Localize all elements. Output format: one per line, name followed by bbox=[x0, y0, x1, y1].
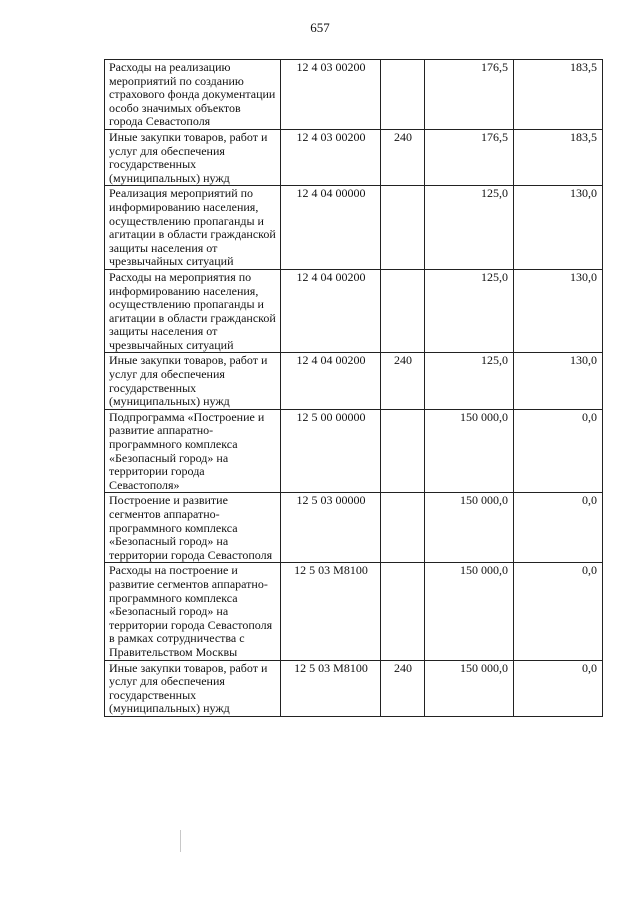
row-type-cell bbox=[381, 493, 425, 563]
row-value2-cell: 0,0 bbox=[514, 409, 603, 493]
table-row bbox=[105, 660, 603, 716]
row-value1-cell: 150 000,0 bbox=[425, 493, 514, 563]
table-row bbox=[105, 60, 603, 130]
row-code-cell: 12 4 04 00200 bbox=[281, 269, 381, 353]
row-name-cell: Расходы на мероприятия по информированию населения, осуществлению пропаганды и агитации в области гражданской защиты населения от чрезвычайных ситуаций bbox=[105, 269, 281, 353]
row-code-cell: 12 4 04 00200 bbox=[281, 353, 381, 409]
page-number: 657 bbox=[310, 20, 330, 35]
table-row bbox=[105, 186, 603, 270]
table-row bbox=[105, 409, 603, 493]
row-code-cell: 12 5 00 00000 bbox=[281, 409, 381, 493]
row-type-cell bbox=[381, 409, 425, 493]
row-code-cell: 12 4 03 00200 bbox=[281, 60, 381, 130]
row-type-cell bbox=[381, 60, 425, 130]
row-value2-cell: 130,0 bbox=[514, 186, 603, 270]
row-type-cell: 240 bbox=[381, 660, 425, 716]
row-type-cell: 240 bbox=[381, 129, 425, 185]
row-value2-cell: 183,5 bbox=[514, 60, 603, 130]
row-value2-cell: 0,0 bbox=[514, 660, 603, 716]
row-code-cell: 12 4 03 00200 bbox=[281, 129, 381, 185]
row-name-cell: Иные закупки товаров, работ и услуг для обеспечения государственных (муниципальных) нужд bbox=[105, 129, 281, 185]
table-row bbox=[105, 353, 603, 409]
row-value2-cell: 130,0 bbox=[514, 353, 603, 409]
table-row bbox=[105, 269, 603, 353]
row-type-cell bbox=[381, 563, 425, 660]
row-value2-cell: 183,5 bbox=[514, 129, 603, 185]
row-value1-cell: 150 000,0 bbox=[425, 660, 514, 716]
table-row bbox=[105, 493, 603, 563]
row-name-cell: Построение и развитие сегментов аппаратно-программного комплекса «Безопасный город» на территории города Севастополя bbox=[105, 493, 281, 563]
row-value1-cell: 125,0 bbox=[425, 186, 514, 270]
scan-artifact-line bbox=[180, 830, 181, 852]
row-code-cell: 12 5 03 М8100 bbox=[281, 660, 381, 716]
row-value1-cell: 176,5 bbox=[425, 129, 514, 185]
row-type-cell: 240 bbox=[381, 353, 425, 409]
row-name-cell: Подпрограмма «Построение и развитие аппаратно-программного комплекса «Безопасный город» на территории города Севастополя» bbox=[105, 409, 281, 493]
table-row bbox=[105, 563, 603, 660]
row-value1-cell: 150 000,0 bbox=[425, 563, 514, 660]
row-name-cell: Иные закупки товаров, работ и услуг для обеспечения государственных (муниципальных) нужд bbox=[105, 660, 281, 716]
row-value2-cell: 0,0 bbox=[514, 563, 603, 660]
row-value2-cell: 0,0 bbox=[514, 493, 603, 563]
row-value2-cell: 130,0 bbox=[514, 269, 603, 353]
row-type-cell bbox=[381, 269, 425, 353]
row-value1-cell: 125,0 bbox=[425, 269, 514, 353]
row-name-cell: Расходы на построение и развитие сегментов аппаратно-программного комплекса «Безопасный город» на территории города Севастополя в рамках сотрудничества с Правительством Москвы bbox=[105, 563, 281, 660]
budget-table bbox=[104, 59, 603, 717]
row-code-cell: 12 5 03 00000 bbox=[281, 493, 381, 563]
table-row bbox=[105, 129, 603, 185]
row-type-cell bbox=[381, 186, 425, 270]
row-code-cell: 12 5 03 М8100 bbox=[281, 563, 381, 660]
row-value1-cell: 176,5 bbox=[425, 60, 514, 130]
row-name-cell: Реализация мероприятий по информированию населения, осуществлению пропаганды и агитации в области гражданской защиты населения от чрезвычайных ситуаций bbox=[105, 186, 281, 270]
row-value1-cell: 125,0 bbox=[425, 353, 514, 409]
row-value1-cell: 150 000,0 bbox=[425, 409, 514, 493]
row-code-cell: 12 4 04 00000 bbox=[281, 186, 381, 270]
row-name-cell: Иные закупки товаров, работ и услуг для обеспечения государственных (муниципальных) нужд bbox=[105, 353, 281, 409]
row-name-cell: Расходы на реализацию мероприятий по созданию страхового фонда документации особо значимых объектов города Севастополя bbox=[105, 60, 281, 130]
